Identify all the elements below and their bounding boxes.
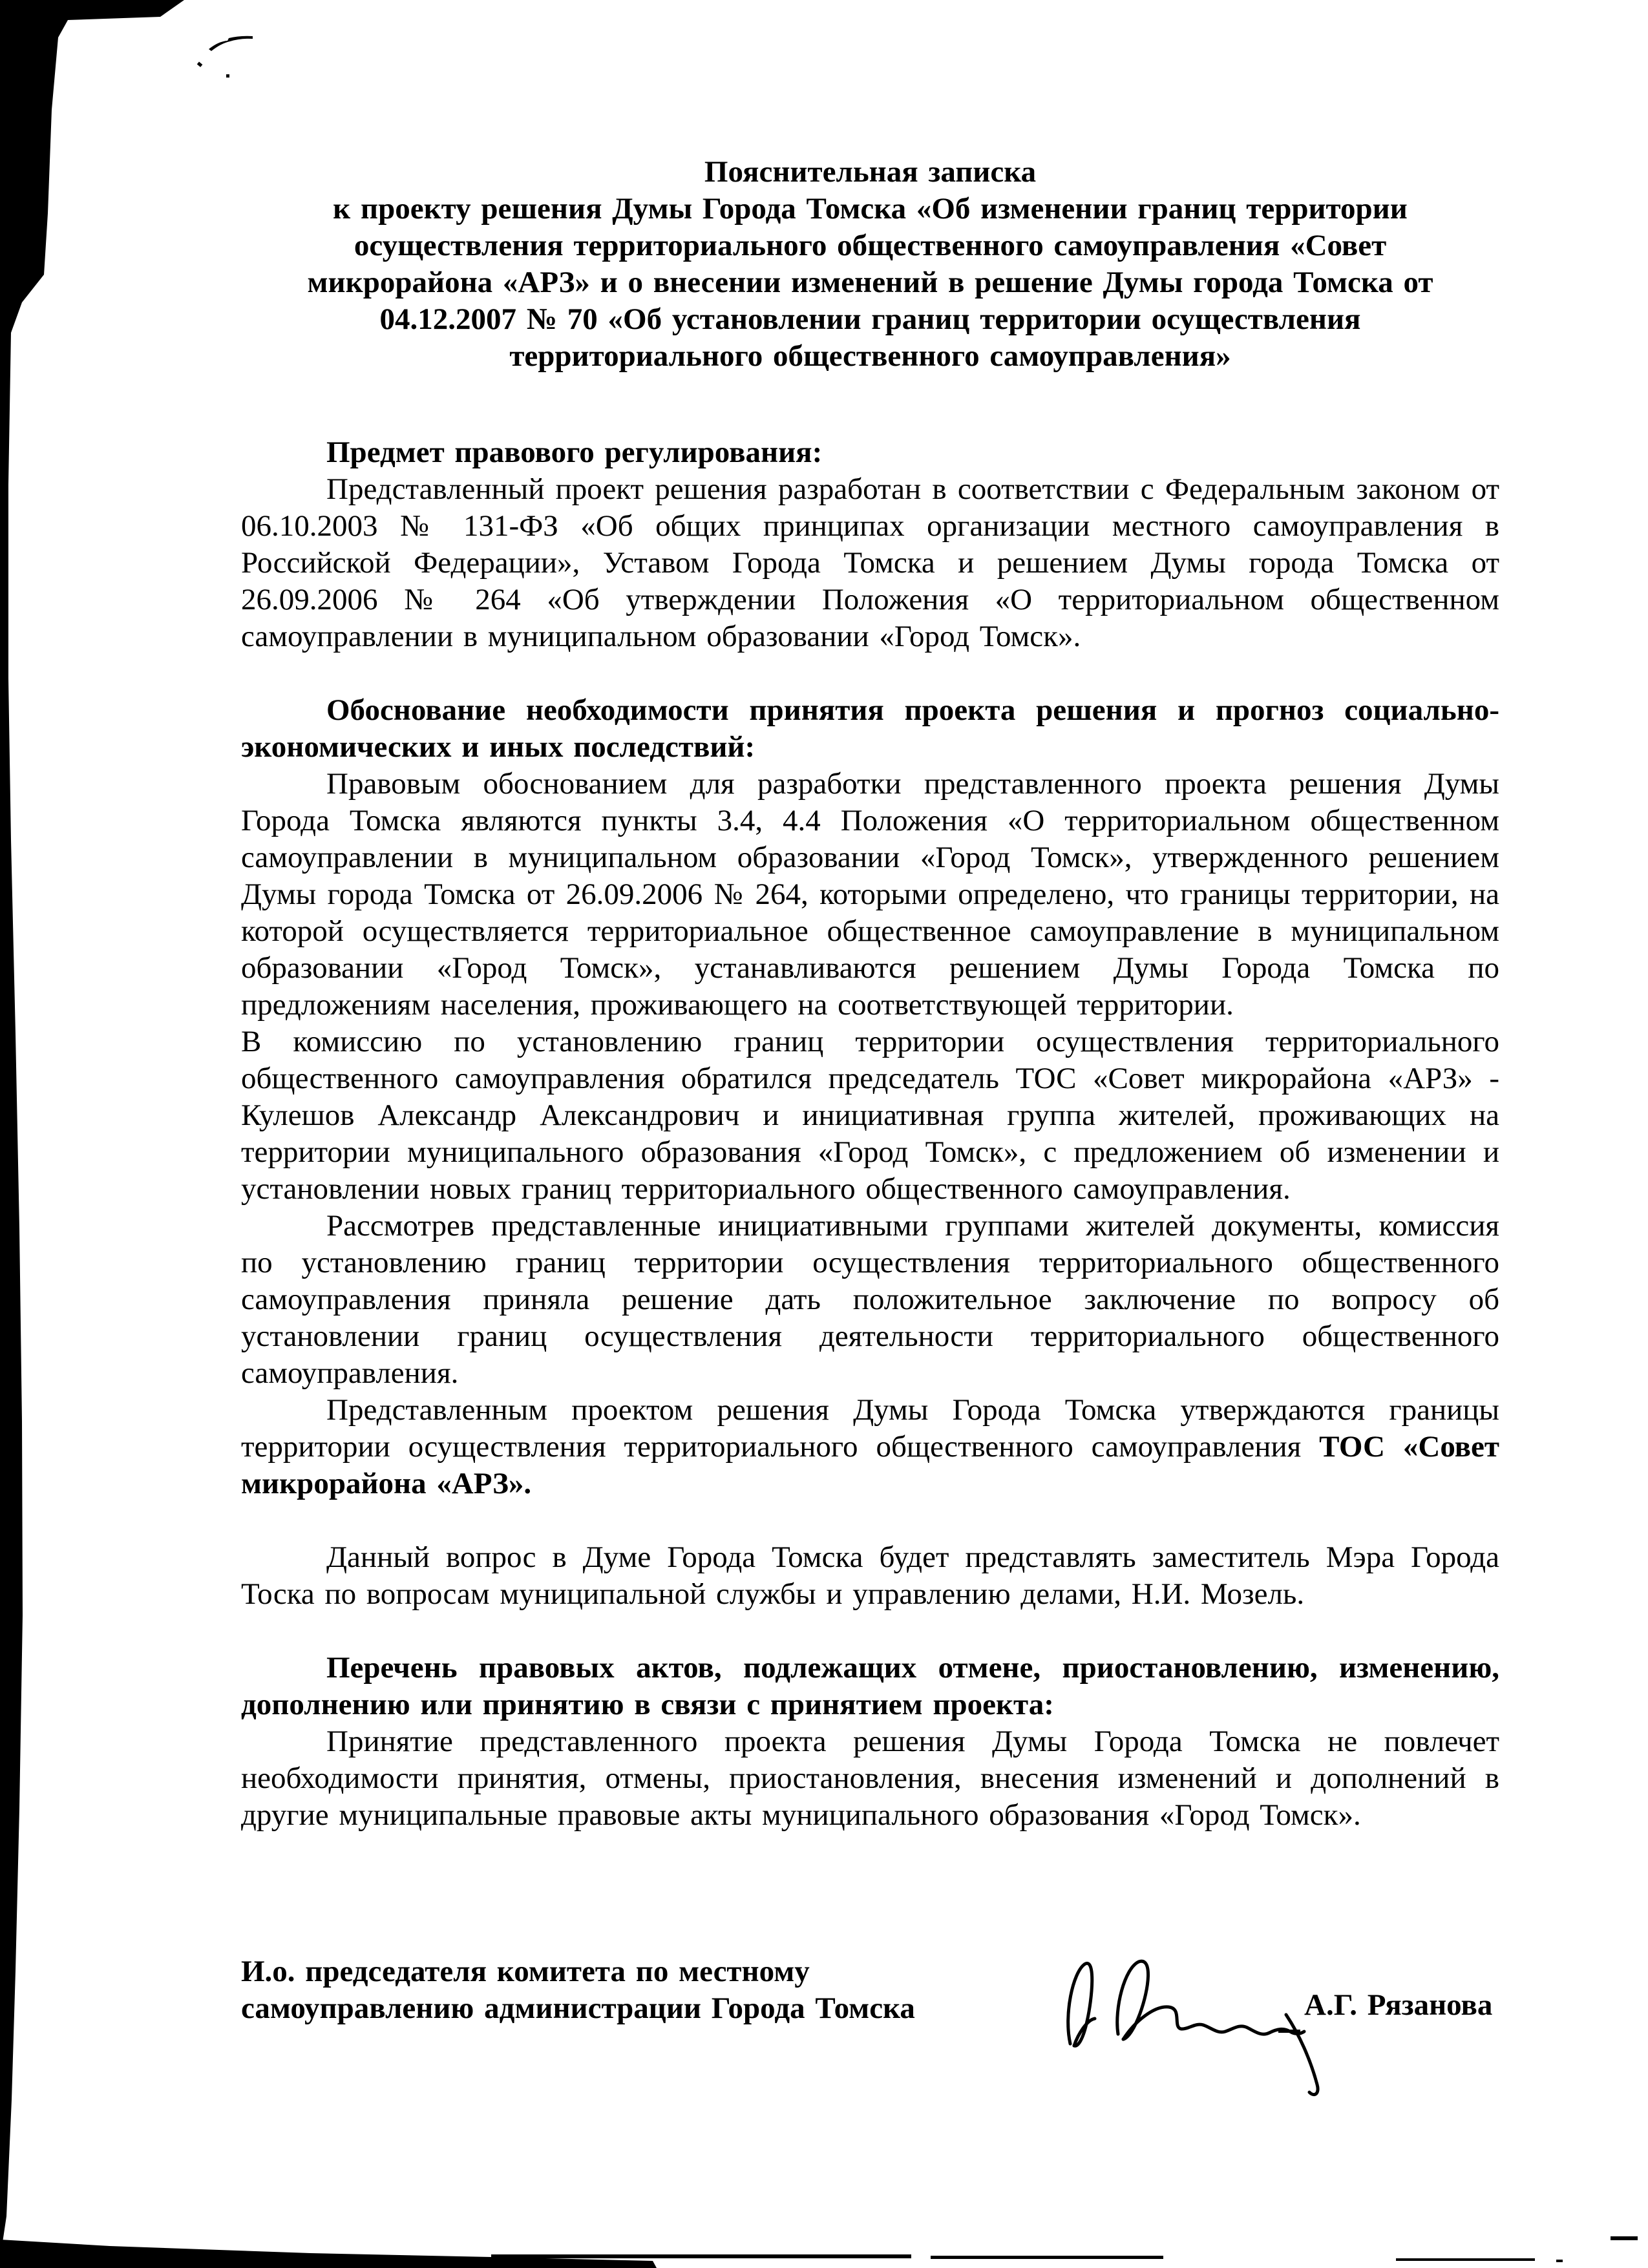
title-line: Пояснительная записка [704,155,1037,189]
bottom-streak-artifact [491,2254,911,2258]
speck-artifact [197,62,203,67]
signer-name: А.Г. Рязанова [1304,1988,1493,2022]
paragraph-legal-justification: Правовым обоснованием для разработки представленного проекта решения Думы Города Томска являются пункты 3.4, 4.4 Положения «О территориальном общественном самоуправлении в муниципальном образовании «Город Томск», утвержденного решением Думы города Томска от 26.09.2006 № 264, которыми определено, что границы территории, на которой осуществляется территориальное общественное самоуправление в муниципальном образовании «Город Томск», устанавливаются решением Думы Города Томска по предложениям населения, проживающего на соответствующей территории. [241,767,1499,1022]
title-line: к проекту решения Думы Города Томска «Об изменении границ территории [333,192,1408,226]
document-body [241,154,1499,2121]
bottom-streak-artifact [931,2256,1163,2259]
top-pen-mark-artifact [209,36,253,51]
section-heading-acts-list: Перечень правовых актов, подлежащих отмене, приостановлению, изменению, дополнению или принятию в связи с принятием проекта: [241,1651,1499,1721]
paragraph-presenter: Данный вопрос в Думе Города Томска будет представлять заместитель Мэра Города Тоска по вопросам муниципальной службы и управлению делами, Н.И. Мозель. [241,1540,1499,1611]
paragraph-commission-request: В комиссию по установлению границ территории осуществления территориального общественного самоуправления обратился председатель ТОС «Совет микрорайона «АРЗ» - Кулешов Александр Александрович и инициативная группа жителей, проживающих на территории муниципального образования «Город Томск», с предложением об изменении и установлении новых границ территориального общественного самоуправления. [241,1025,1499,1206]
paragraph-bold-text: ТОС «Совет микрорайона «АРЗ». [241,1430,1499,1500]
paragraph-no-consequences: Принятие представленного проекта решения Думы Города Томска не повлечет необходимости принятия, отмены, приостановления, внесения изменений и дополнений в другие муниципальные правовые акты муниципального образования «Город Томск». [241,1725,1499,1832]
title-line: 04.12.2007 № 70 «Об установлении границ территории осуществления [379,302,1361,336]
signature-block [241,1953,1499,2121]
bottom-dot-artifact [1556,2260,1563,2262]
right-dash-artifact [1611,2236,1638,2240]
paragraph-approved-borders [241,1392,1499,1502]
signer-position-line: И.о. председателя комитета по местному [241,1955,810,1988]
title-line: территориального общественного самоуправления» [509,339,1231,373]
section-heading-subject-of-regulation: Предмет правового регулирования: [326,436,823,469]
speck-artifact [226,74,229,78]
signer-position-line: самоуправлению администрации Города Томска [241,1991,915,2025]
signature-underline-mark [1278,2030,1300,2033]
paragraph-text: Представленным проектом решения Думы Города Томска утверждаются границы территории осуществления территориального общественного самоуправления [241,1393,1499,1464]
paragraph-legal-basis: Представленный проект решения разработан в соответствии с Федеральным законом от 06.10.2003 № 131-ФЗ «Об общих принципах организации местного самоуправления в Российской Федерации», Уставом Города Томска и решением Думы города Томска от 26.09.2006 № 264 «Об утверждении Положения «О территориальном общественном самоуправлении в муниципальном образовании «Город Томск». [241,472,1499,653]
bottom-streak-artifact [1396,2258,1535,2261]
bottom-edge-scan-artifact [0,2240,657,2268]
left-edge-scan-artifact [0,0,184,2249]
title-line: микрорайона «АРЗ» и о внесении изменений в решение Думы города Томска от [307,266,1433,299]
title-line: осуществления территориального общественного самоуправления «Совет [354,229,1387,262]
section-heading-justification: Обоснование необходимости принятия проекта решения и прогноз социально-экономических и иных последствий: [241,693,1499,764]
document-title [241,154,1499,375]
paragraph-commission-decision: Рассмотрев представленные инициативными группами жителей документы, комиссия по установлению границ территории осуществления территориального общественного самоуправления приняла решение дать положительное заключение по вопросу об установлении границ осуществления деятельности территориального общественного самоуправления. [241,1209,1499,1390]
